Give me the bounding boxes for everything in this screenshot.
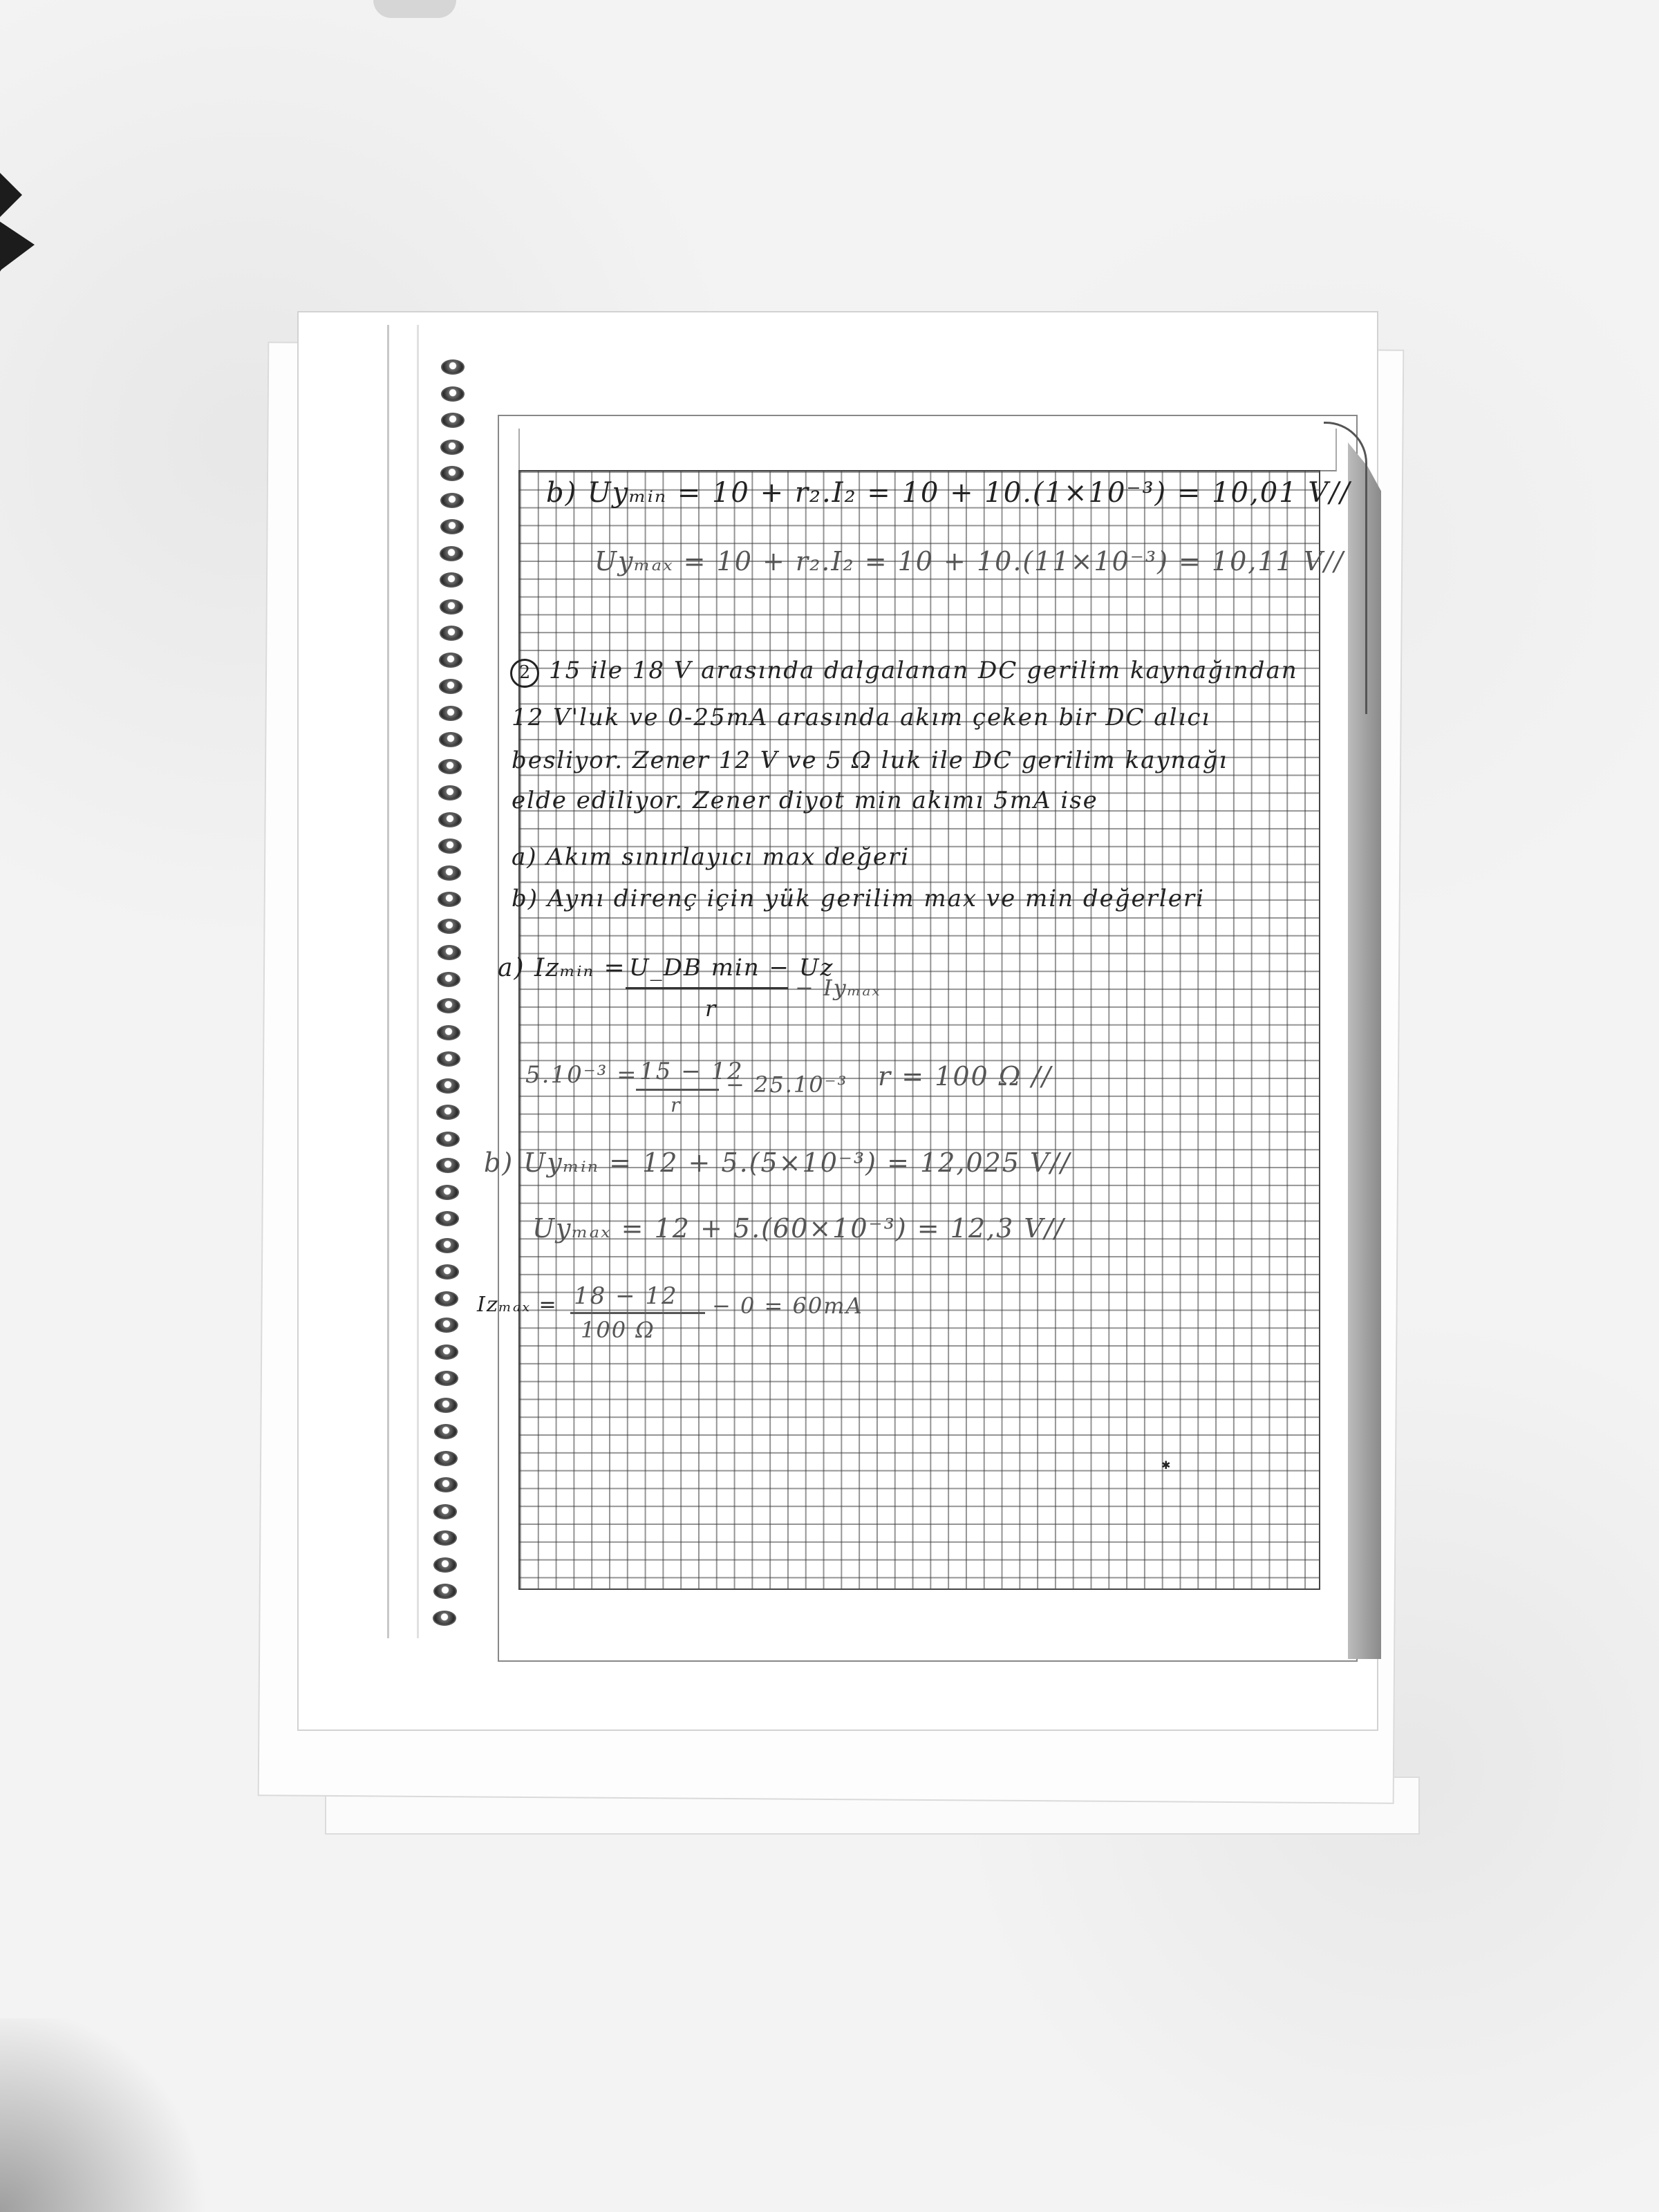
spiral-ring [438, 785, 462, 800]
spiral-ring [437, 1025, 460, 1040]
spiral-ring [434, 1424, 458, 1439]
spiral-ring [438, 919, 461, 934]
speck-mark: ✱ [1161, 1459, 1171, 1472]
spiral-ring [434, 1477, 458, 1492]
spiral-ring [433, 1557, 457, 1573]
solution-a-lhs: a) Iᴢₘᵢₙ = [498, 954, 626, 982]
solution-a-calc-bar [636, 1089, 719, 1091]
solution-a-tail: − Iyₘₐₓ [795, 975, 881, 1001]
spiral-ring [436, 1078, 460, 1094]
spiral-ring [435, 1291, 458, 1306]
spiral-ring [435, 1344, 458, 1360]
spiral-ring [441, 359, 465, 375]
spiral-ring [436, 1105, 460, 1120]
prev-b-line2: Uyₘₐₓ = 10 + r₂.I₂ = 10 + 10.(11×10⁻³) = 10,11 V// [594, 546, 1344, 577]
dark-corner-object [0, 145, 55, 311]
spiral-ring [439, 706, 462, 721]
spiral-ring [437, 1051, 460, 1067]
spiral-ring [440, 519, 464, 534]
spiral-ring [438, 945, 461, 960]
spiral-ring [438, 812, 462, 827]
spiral-ring [440, 440, 464, 455]
spiral-ring [437, 998, 460, 1013]
solution-b-iz-tail: − 0 = 60mA [712, 1293, 863, 1319]
notebook-page-edges [387, 325, 419, 1638]
solution-b-iz-den: 100 Ω [581, 1317, 655, 1343]
problem-number: 2 [510, 659, 539, 688]
solution-a-numerator: U_DB min − Uz [629, 954, 834, 982]
corner-shadow [0, 2018, 221, 2212]
spiral-binding [429, 359, 491, 1631]
solution-b-iz-bar [570, 1312, 705, 1314]
spiral-ring [435, 1371, 458, 1386]
solution-a-calc-tail: − 25.10⁻³ [726, 1071, 848, 1098]
spiral-ring [433, 1611, 456, 1626]
solution-a-fraction-bar [626, 987, 788, 989]
spiral-ring [436, 1132, 460, 1147]
spiral-ring [435, 1185, 459, 1200]
solution-b-iz-lhs: Iᴢₘₐₓ = [477, 1293, 558, 1317]
solution-a-denominator: r [705, 995, 718, 1022]
prev-b-line1: b) Uyₘᵢₙ = 10 + r₂.I₂ = 10 + 10.(1×10⁻³) = 10,01 V// [546, 477, 1351, 509]
spiral-ring [435, 1264, 459, 1280]
spiral-ring [440, 626, 463, 641]
problem-line3: besliyor. Zener 12 V ve 5 Ω luk ile DC gerilim kaynağı [512, 747, 1228, 774]
spiral-ring [436, 1158, 460, 1173]
spiral-ring [433, 1504, 457, 1519]
background-object [373, 0, 456, 18]
spiral-ring [440, 572, 463, 588]
spiral-ring [440, 599, 463, 615]
problem-line2: 12 V'luk ve 0-25mA arasında akım çeken bir DC alıcı [512, 704, 1211, 731]
spiral-ring [438, 892, 461, 907]
spiral-ring [434, 1398, 458, 1413]
solution-b-line1: b) Uyₘᵢₙ = 12 + 5.(5×10⁻³) = 12,025 V// [484, 1147, 1071, 1178]
problem-line4: elde ediliyor. Zener diyot min akımı 5mA ise [512, 787, 1098, 814]
spiral-ring [440, 546, 463, 561]
spiral-ring [439, 732, 462, 747]
spiral-ring [438, 838, 462, 854]
spiral-ring [437, 972, 460, 987]
solution-b-line2: Uyₘₐₓ = 12 + 5.(60×10⁻³) = 12,3 V// [532, 1213, 1065, 1244]
spiral-ring [433, 1530, 457, 1546]
page-header-box [518, 429, 1337, 471]
solution-a-result: r = 100 Ω // [878, 1061, 1052, 1091]
spiral-ring [433, 1584, 457, 1599]
solution-a-calc-num: 15 − 12 [639, 1058, 744, 1085]
spiral-ring [440, 466, 464, 481]
spiral-ring [438, 865, 461, 881]
spiral-ring [441, 386, 465, 402]
solution-a-calc-lhs: 5.10⁻³ = [525, 1061, 638, 1089]
spiral-ring [435, 1211, 459, 1226]
spiral-ring [435, 1238, 459, 1253]
solution-b-iz-num: 18 − 12 [574, 1282, 678, 1310]
question-a: a) Akım sınırlayıcı max değeri [512, 843, 910, 871]
question-b: b) Aynı direnç için yük gerilim max ve min değerleri [512, 885, 1205, 912]
problem-line1 [510, 657, 1298, 688]
spiral-ring [438, 759, 462, 774]
spiral-ring [434, 1451, 458, 1466]
problem-line1-text: 15 ile 18 V arasında dalgalanan DC gerilim kaynağından [549, 657, 1298, 684]
grid-area [518, 470, 1320, 1590]
spiral-ring [440, 493, 464, 508]
solution-a-calc-den: r [671, 1094, 682, 1116]
spiral-ring [441, 413, 465, 428]
spiral-ring [439, 679, 462, 694]
spiral-ring [439, 653, 462, 668]
spiral-ring [435, 1318, 458, 1333]
